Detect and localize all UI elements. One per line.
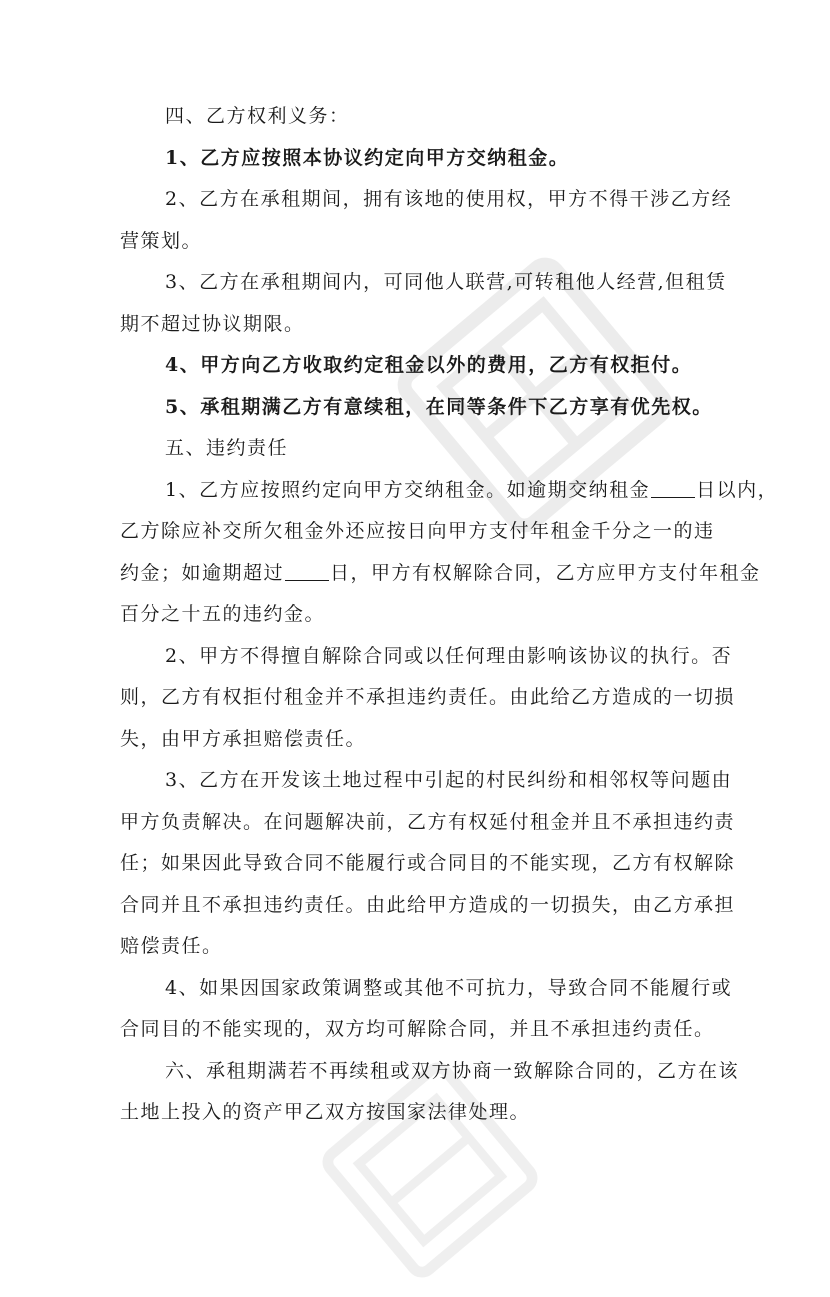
clause-text: 约金；如逾期超过: [120, 561, 285, 584]
clause-text: 1、乙方应按照约定向甲方交纳租金。如逾期交纳租金: [165, 478, 651, 501]
clause-line: 合同并且不承担违约责任。由此给甲方造成的一切损失，由乙方承担: [120, 893, 736, 916]
clause-line: [120, 470, 779, 512]
clause-line: 赔偿责任。: [120, 935, 223, 957]
blank-field: [285, 562, 329, 581]
clause-line: 合同目的不能实现的，双方均可解除合同，并且不承担违约责任。: [120, 1018, 715, 1040]
section-heading: 四、乙方权利义务：: [165, 105, 350, 127]
clause-line: 土地上投入的资产甲乙双方按国家法律处理。: [120, 1101, 531, 1123]
clause-line: 1、乙方应按照本协议约定向甲方交纳租金。: [165, 146, 570, 169]
clause-line: 六、承租期满若不再续租或双方协商一致解除合同的，乙方在该: [165, 1059, 740, 1082]
clause-line: 2、乙方在承租期间，拥有该地的使用权，甲方不得干涉乙方经: [165, 188, 733, 210]
clause-text: 日，甲方有权解除合同，乙方应甲方支付年租金: [330, 561, 761, 584]
clause-line: 期不超过协议期限。: [120, 312, 305, 335]
clause-line: 3、乙方在开发该土地过程中引起的村民纠纷和相邻权等问题由: [165, 769, 733, 791]
clause-line: 失，由甲方承担赔偿责任。: [120, 727, 367, 750]
document-page: [120, 96, 779, 1134]
clause-line: [120, 553, 761, 595]
clause-line: 营策划。: [120, 229, 203, 252]
clause-line: 乙方除应补交所欠租金外还应按日向甲方支付年租金千分之一的违: [120, 520, 715, 542]
clause-line: 任；如果因此导致合同不能履行或合同目的不能实现，乙方有权解除: [120, 852, 736, 874]
section-heading: 五、违约责任: [165, 437, 289, 459]
blank-field: [651, 479, 695, 498]
clause-line: 4、甲方向乙方收取约定租金以外的费用，乙方有权拒付。: [165, 354, 693, 376]
clause-line: 则，乙方有权拒付租金并不承担违约责任。由此给乙方造成的一切损: [120, 686, 736, 708]
clause-line: 2、甲方不得擅自解除合同或以任何理由影响该协议的执行。否: [165, 644, 733, 667]
clause-line: 甲方负责解决。在问题解决前，乙方有权延付租金并且不承担违约责: [120, 810, 736, 833]
clause-line: 百分之十五的违约金。: [120, 603, 326, 625]
clause-line: 3、乙方在承租期间内，可同他人联营,可转租他人经营,但租赁: [165, 271, 727, 293]
clause-line: 4、如果因国家政策调整或其他不可抗力，导致合同不能履行或: [165, 976, 733, 999]
clause-text: 日以内，: [696, 478, 779, 501]
clause-line: 5、承租期满乙方有意续租，在同等条件下乙方享有优先权。: [165, 395, 713, 418]
